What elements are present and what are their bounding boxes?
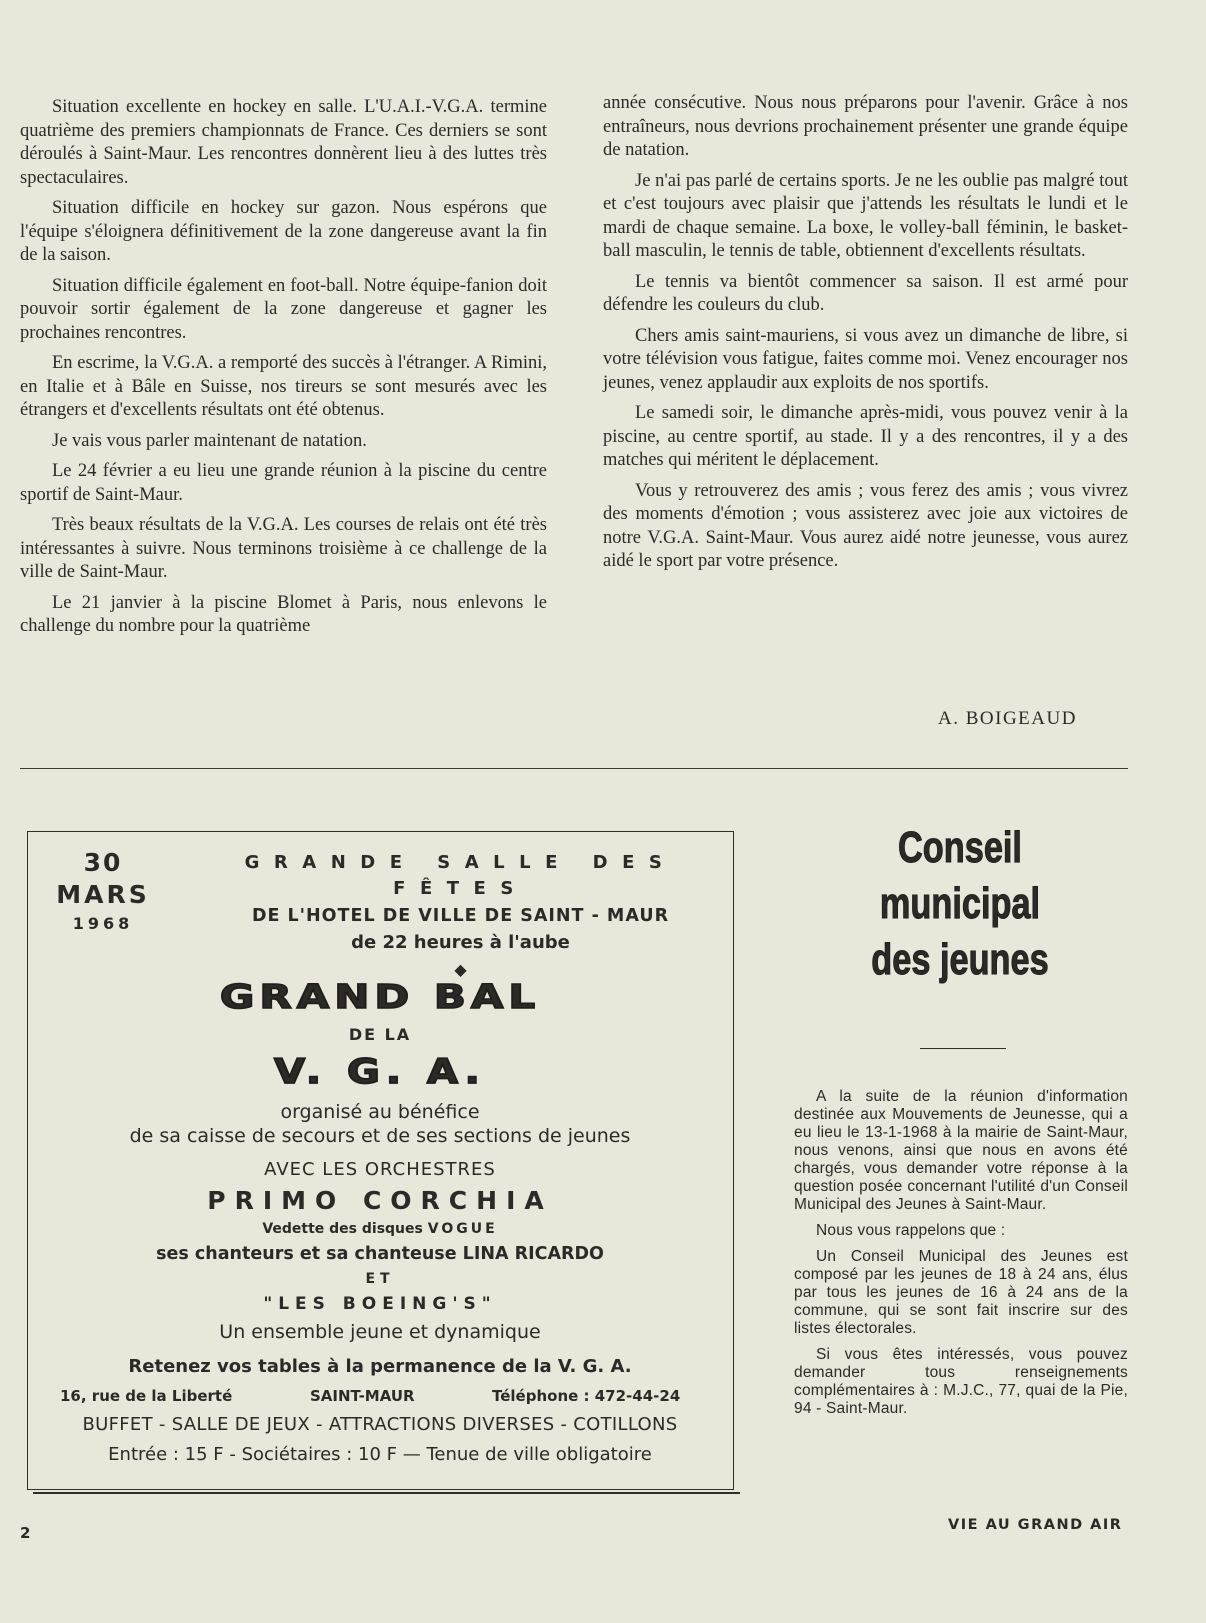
conseil-title-line-1: Conseil [898, 823, 1022, 872]
grand-bal-advertisement [27, 831, 734, 1490]
ad-shadow-line [33, 1488, 740, 1494]
reservation-line: Retenez vos tables à la permanence de la V. G. A. [128, 1356, 632, 1377]
article-paragraph: Situation difficile en hockey sur gazon. Nous espérons que l'équipe s'éloignera définitivement de la zone dangereuse avant la fin de la saison. [20, 198, 547, 265]
conseil-divider [920, 1048, 1006, 1049]
article-paragraph: Situation difficile également en foot-ball. Notre équipe-fanion doit pouvoir sortir également de la zone dangereuse et gagner les prochaines rencontres. [20, 275, 547, 343]
event-date-month: MARS [56, 880, 150, 909]
vedette-prefix: Vedette des disques [262, 1221, 423, 1237]
article-paragraph: Situation excellente en hockey en salle. L'U.A.I.-V.G.A. termine quatrième des premiers championnats de France. Ces derniers se sont déroulés à Saint-Maur. Les rencontres donnèrent lieu à des luttes très spectaculaires. [20, 97, 547, 188]
conseil-paragraph: Nous vous rappelons que : [816, 1222, 1006, 1239]
conseil-title [800, 820, 1120, 988]
article-paragraph: Le tennis va bientôt commencer sa saison. Il est armé pour défendre les couleurs du club. [603, 271, 1128, 315]
article-paragraph: Je n'ai pas parlé de certains sports. Je ne les oublie pas malgré tout et c'est toujours avec plaisir que j'attends les résultats le lundi et le mardi de chaque semaine. La boxe, le volley-ball féminin, le basket-ball masculin, le tennis de table, obtiennent d'excellents résultats. [603, 170, 1128, 261]
page-number: 2 [20, 1524, 31, 1542]
conseil-paragraph: Si vous êtes intéressés, vous pouvez demander tous renseignements complémentaires à : M.J.C., 77, quai de la Pie, 94 - Saint-Maur. [794, 1346, 1128, 1417]
club-name: V. G. A. [274, 1052, 486, 1092]
diamond-ornament-icon: ◆ [454, 960, 467, 979]
article-paragraph: Je vais vous parler maintenant de natation. [52, 430, 367, 451]
address-city: SAINT-MAUR [310, 1387, 415, 1405]
contact-line [28, 1382, 732, 1410]
amenities-line: BUFFET - SALLE DE JEUX - ATTRACTIONS DIVERSES - COTILLONS [82, 1414, 678, 1435]
conseil-paragraph: Un Conseil Municipal des Jeunes est composé par les jeunes de 18 à 24 ans, élus par tous les jeunes de 16 à 24 ans de la commune, qui se sont fait inscrire sur des listes électorales. [794, 1248, 1128, 1337]
ensemble-tagline: Un ensemble jeune et dynamique [219, 1321, 541, 1343]
event-date-day: 30 [83, 848, 123, 877]
singers-line: ses chanteurs et sa chanteuse LINA RICARDO [156, 1244, 604, 1264]
article-paragraph: année consécutive. Nous nous préparons pour l'avenir. Grâce à nos entraîneurs, nous devrions prochainement présenter une grande équipe de natation. [603, 93, 1128, 160]
article-column-left [20, 96, 547, 646]
conseil-title-line-3: des jeunes [871, 935, 1049, 984]
article-paragraph: Le 21 janvier à la piscine Blomet à Paris, nous enlevons le challenge du nombre pour la quatrième [20, 592, 547, 636]
event-timing: de 22 heures à l'aube [351, 932, 570, 953]
ad-body [28, 972, 732, 1470]
entry-prices: Entrée : 15 F - Sociétaires : 10 F — Tenue de ville obligatoire [108, 1444, 652, 1465]
organized-line-2: de sa caisse de secours et de ses sections de jeunes [129, 1125, 631, 1147]
conseil-title-line-2: municipal [879, 879, 1041, 928]
article-paragraph: Très beaux résultats de la V.G.A. Les courses de relais ont été très intéressantes à suivre. Nous terminons troisième à ce challenge de la ville de Saint-Maur. [20, 515, 547, 582]
phone-number: Téléphone : 472-44-24 [492, 1387, 681, 1405]
article-paragraph: En escrime, la V.G.A. a remporté des succès à l'étranger. A Rimini, en Italie et à Bâle en Suisse, nos tireurs se sont mesurés avec les étrangers et d'excellents résultats ont été obtenus. [20, 353, 547, 420]
section-divider [20, 768, 1128, 769]
article-paragraph: Chers amis saint-mauriens, si vous avez un dimanche de libre, si votre télévision vous fatigue, faites comme moi. Venez encourager nos jeunes, venez applaudir aux exploits de nos sportifs. [603, 325, 1128, 393]
orchestras-heading: AVEC LES ORCHESTRES [264, 1159, 496, 1180]
vedette-line [28, 1218, 732, 1240]
publication-name: VIE AU GRAND AIR [948, 1517, 1123, 1533]
orchestra-primo-corchia: PRIMO CORCHIA [207, 1186, 553, 1215]
venue-line-2: DE L'HOTEL DE VILLE DE SAINT - MAUR [251, 906, 670, 926]
conseil-body [794, 1088, 1128, 1426]
event-date-year: 1968 [72, 914, 134, 933]
event-title: GRAND BAL [219, 977, 541, 1016]
article-paragraph: Vous y retrouverez des amis ; vous ferez des amis ; vous vivrez des moments d'émotion ; vous assisterez avec joie aux victoires de notre V.G.A. Saint-Maur. Vous aurez aidé notre jeunesse, vous aurez aidé le sport par votre présence. [603, 480, 1128, 571]
organized-line-1: organisé au bénéfice [280, 1101, 480, 1123]
event-title-connector: DE LA [348, 1025, 412, 1044]
conseil-paragraph: A la suite de la réunion d'information destinée aux Mouvements de Jeunesse, qui a eu lieu le 13-1-1968 à la mairie de Saint-Maur, nous venons, ainsi que nous en avons été chargés, vous demander votre réponse à la question posée concernant l'utilité d'un Conseil Municipal des Jeunes à Saint-Maur. [794, 1088, 1128, 1213]
and-separator: ET [365, 1271, 395, 1287]
article-signature: A. BOIGEAUD [938, 708, 1077, 729]
address-street: 16, rue de la Liberté [60, 1387, 233, 1405]
article-paragraph: Le 24 février a eu lieu une grande réunion à la piscine du centre sportif de Saint-Maur. [20, 461, 547, 505]
venue-block [208, 850, 713, 984]
venue-line-1: GRANDE SALLE DES FÊTES [244, 852, 677, 899]
event-date [48, 847, 158, 937]
vedette-label: VOGUE [427, 1221, 498, 1237]
orchestra-boeings: "LES BOEING'S" [263, 1294, 497, 1314]
article-column-right [603, 92, 1128, 581]
article-paragraph: Le samedi soir, le dimanche après-midi, vous pouvez venir à la piscine, au centre sportif, au stade. Il y a des rencontres, il y a des matches qui méritent le déplacement. [603, 403, 1128, 470]
